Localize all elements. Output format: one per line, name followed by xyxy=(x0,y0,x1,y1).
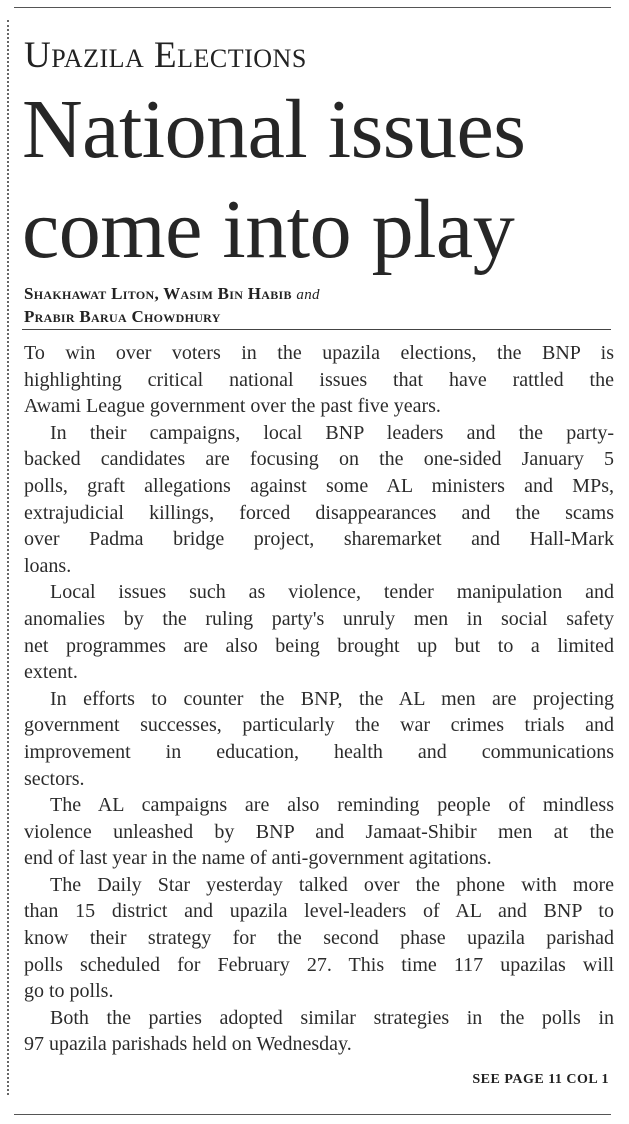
continuation-note: SEE PAGE 11 COL 1 xyxy=(472,1072,609,1087)
paragraph-4-line-3: improvement in education, health and communications xyxy=(24,740,614,763)
bottom-rule xyxy=(14,1114,611,1115)
paragraph-7-line-2: 97 upazila parishads held on Wednesday. xyxy=(24,1033,352,1056)
paragraph-3-line-4: extent. xyxy=(24,661,78,684)
byline xyxy=(24,283,320,327)
paragraph-6-line-1: The Daily Star yesterday talked over the phone with more xyxy=(50,873,614,896)
byline-authors-1: Shakhawat Liton, Wasim Bin Habib xyxy=(24,284,292,303)
paragraph-4-line-4: sectors. xyxy=(24,767,85,790)
paragraph-2-line-1: In their campaigns, local BNP leaders and the party- xyxy=(50,421,614,444)
headline xyxy=(22,80,525,280)
paragraph-7-line-1: Both the parties adopted similar strategies in the polls in xyxy=(50,1006,614,1029)
paragraph-1-line-3: Awami League government over the past five years. xyxy=(24,395,441,418)
paragraph-2-line-5: over Padma bridge project, sharemarket and Hall-Mark xyxy=(24,528,614,551)
headline-line-2: come into play xyxy=(22,183,515,276)
paragraph-3-line-1: Local issues such as violence, tender manipulation and xyxy=(50,581,614,604)
paragraph-5-line-2: violence unleashed by BNP and Jamaat-Shibir men at the xyxy=(24,820,614,843)
paragraph-5-line-3: end of last year in the name of anti-government agitations. xyxy=(24,847,492,870)
paragraph-4-line-1: In efforts to counter the BNP, the AL men are projecting xyxy=(50,687,614,710)
paragraph-2-line-3: polls, graft allegations against some AL ministers and MPs, xyxy=(24,474,614,497)
paragraph-3-line-2: anomalies by the ruling party's unruly men in social safety xyxy=(24,607,614,630)
top-rule xyxy=(14,7,611,8)
byline-conjunction: and xyxy=(296,287,320,303)
dotted-column-border xyxy=(7,20,9,1095)
paragraph-6-line-5: go to polls. xyxy=(24,980,114,1003)
paragraph-6-line-3: know their strategy for the second phase upazila parishad xyxy=(24,927,614,950)
paragraph-3-line-3: net programmes are also being brought up but to a limited xyxy=(24,634,614,657)
paragraph-5-line-1: The AL campaigns are also reminding people of mindless xyxy=(50,794,614,817)
headline-line-1: National issues xyxy=(22,83,526,176)
paragraph-1-line-1: To win over voters in the upazila elections, the BNP is xyxy=(24,342,614,364)
byline-line-1 xyxy=(24,283,320,306)
article-body xyxy=(24,340,614,1058)
paragraph-6-line-4: polls scheduled for February 27. This time 117 upazilas will xyxy=(24,953,614,976)
paragraph-4-line-2: government successes, particularly the war crimes trials and xyxy=(24,714,614,737)
kicker: Upazila Elections xyxy=(24,35,307,76)
paragraph-2-line-2: backed candidates are focusing on the one-sided January 5 xyxy=(24,448,614,471)
paragraph-2-line-6: loans. xyxy=(24,554,72,577)
paragraph-2-line-4: extrajudicial killings, forced disappearances and the scams xyxy=(24,501,614,524)
paragraph-6-line-2: than 15 district and upazila level-leaders of AL and BNP to xyxy=(24,900,614,923)
paragraph-1-line-2: highlighting critical national issues that have rattled the xyxy=(24,368,614,391)
byline-authors-2: Prabir Barua Chowdhury xyxy=(24,307,221,326)
byline-rule xyxy=(22,329,611,330)
